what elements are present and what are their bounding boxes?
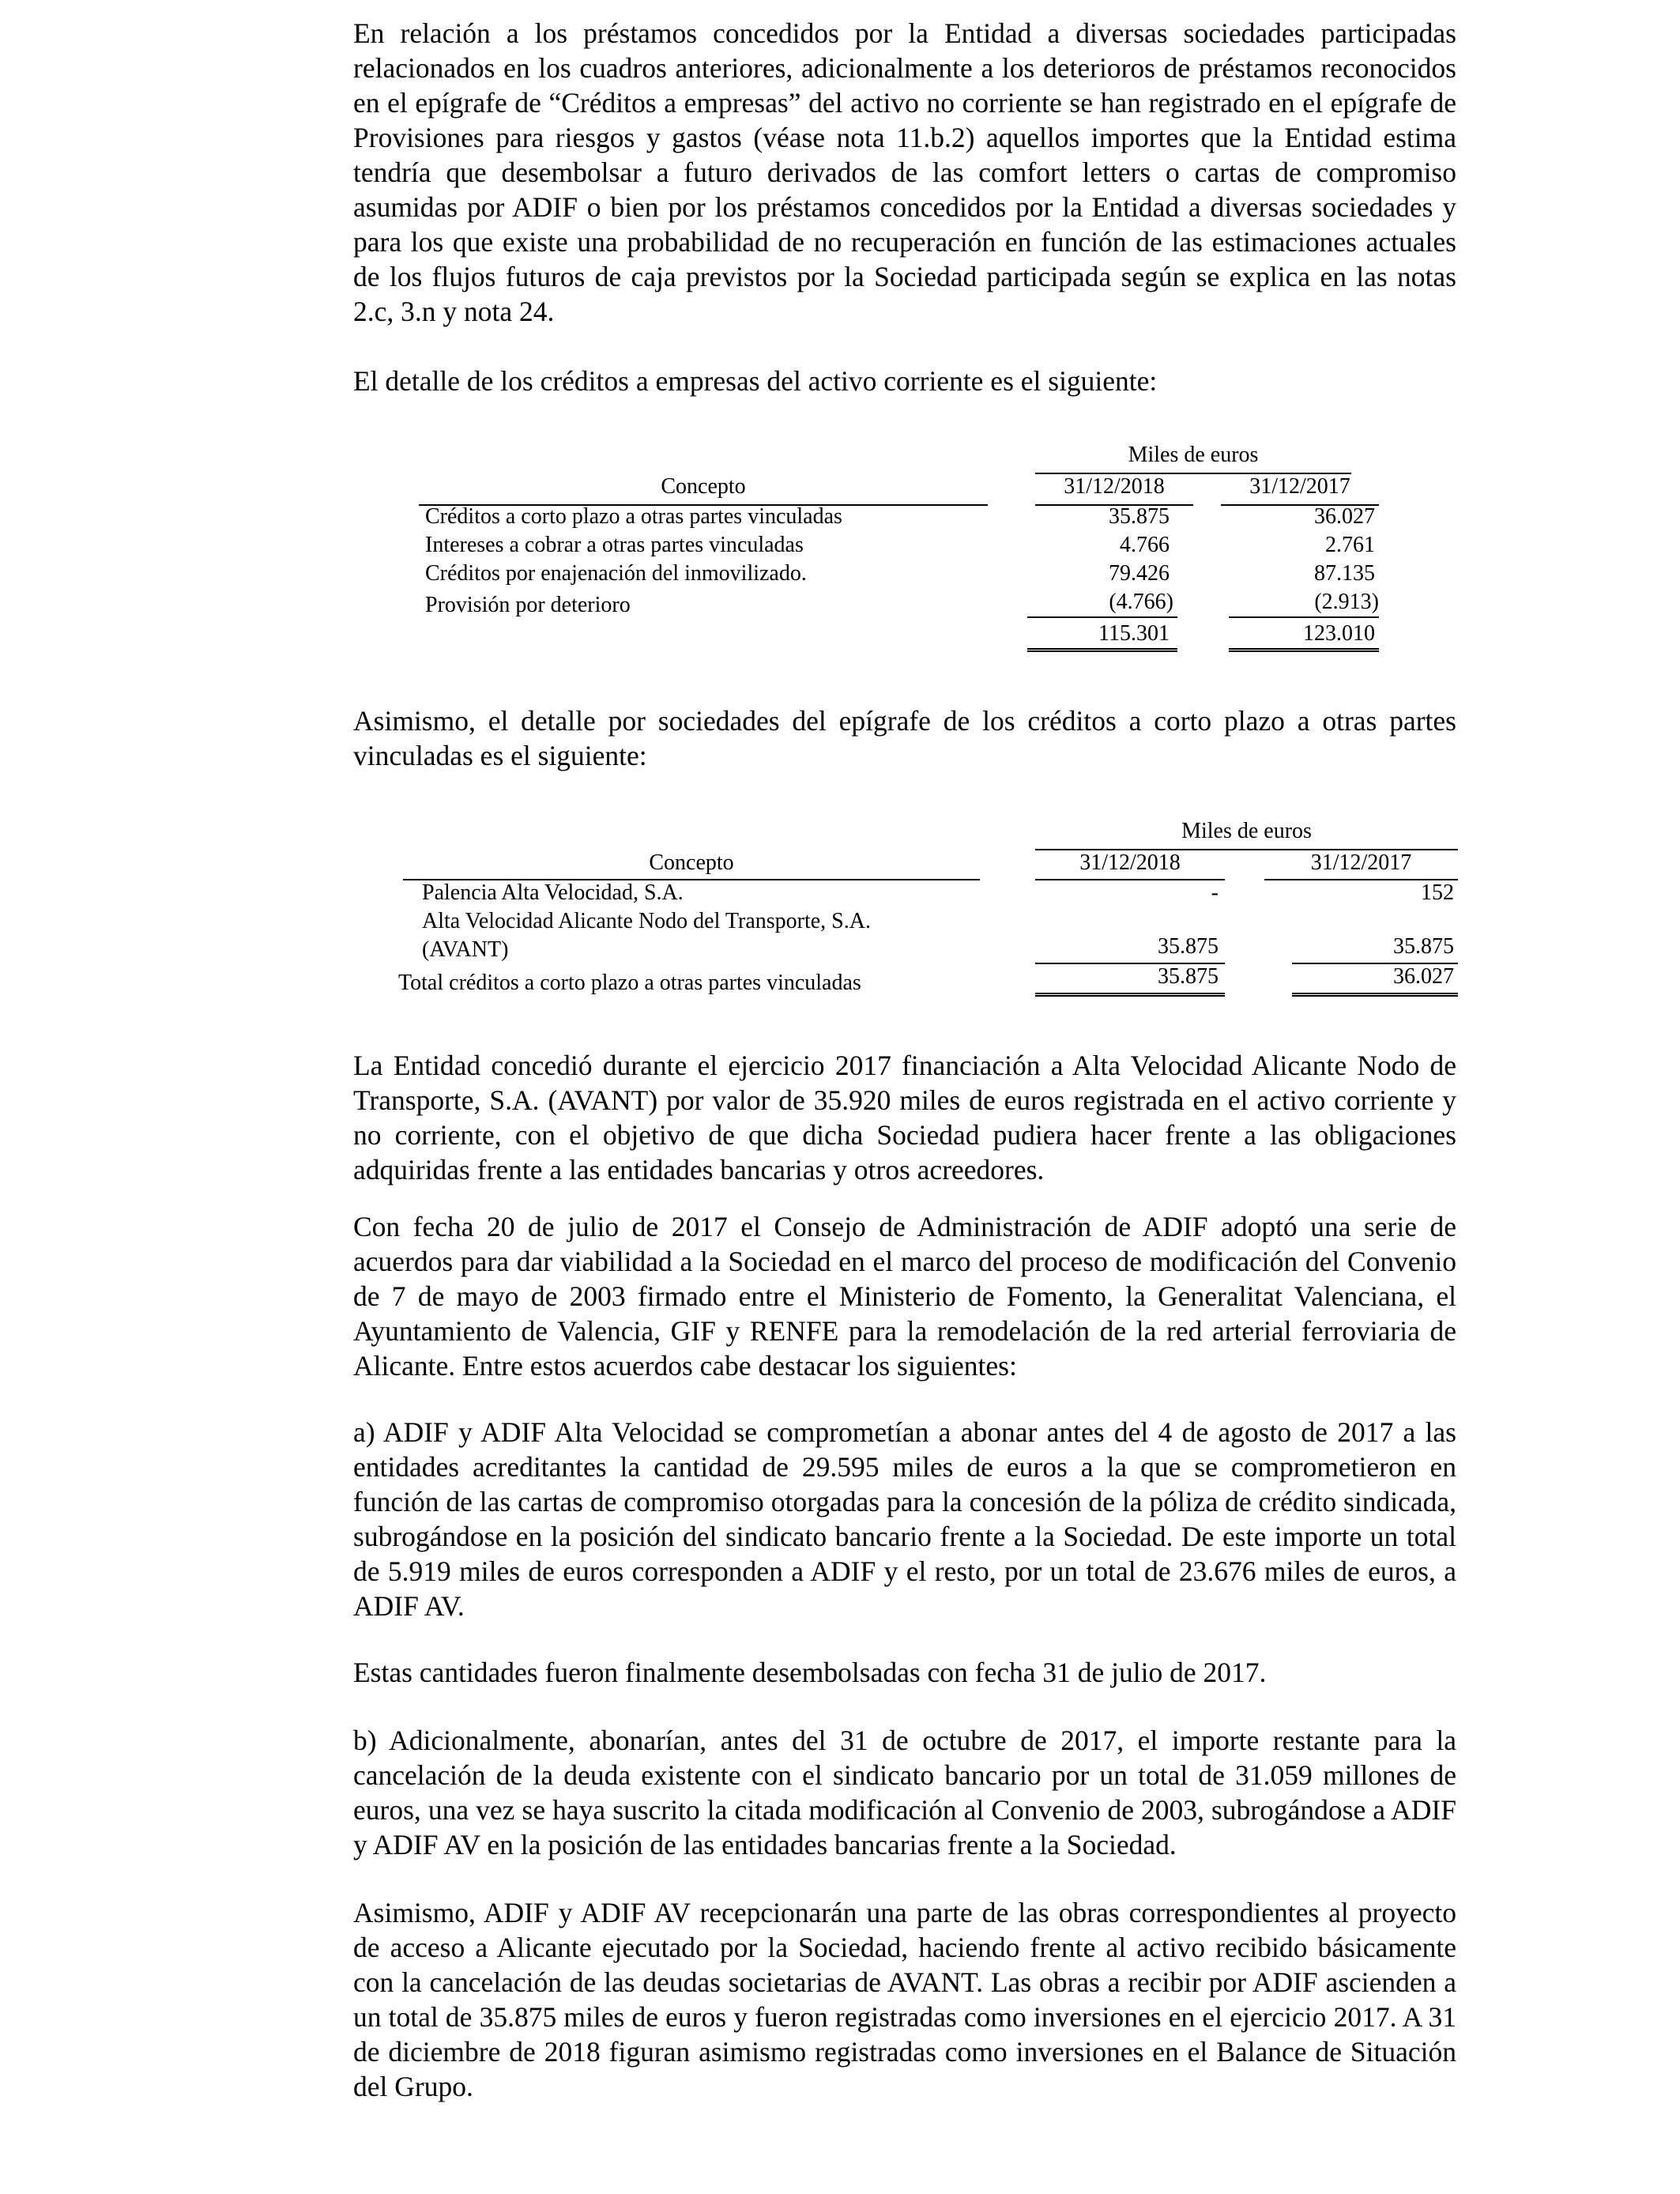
table2-col-2017: 31/12/2017 <box>1310 850 1412 875</box>
paragraph-board-agreements: Con fecha 20 de julio de 2017 el Consejo de Administración de ADIF adoptó una serie de acuerdos para dar viabilidad a la Sociedad en el marco del proceso de modificación del Convenio de 7 de mayo de 2003 firmado entre el Ministerio de Fomento, la Generalitat Valenciana, el Ayuntamiento de Valencia, GIF y RENFE para la remodelación de la red arterial ferroviaria de Alicante. Entre estos acuerdos cabe destacar los siguientes: <box>353 1211 1456 1382</box>
table1-col-2017: 31/12/2017 <box>1249 474 1350 499</box>
table-row-label: Créditos a corto plazo a otras partes vinculadas <box>425 504 842 529</box>
paragraph-intro-table1: El detalle de los créditos a empresas del activo corriente es el siguiente: <box>353 365 1158 397</box>
table-cell-2018: 4.766 <box>1120 533 1170 557</box>
table2-concept-header: Concepto <box>649 850 734 875</box>
table-cell-2017: 87.135 <box>1314 561 1375 586</box>
paragraph-agreement-b: b) Adicionalmente, abonarían, antes del 31 de octubre de 2017, el importe restante para la cancelación de la deuda existente con el sindicato bancario por un total de 31.059 millones de euros, una vez se haya suscrito la citada modificación al Convenio de 2003, subrogándose a ADIF y ADIF AV en la posición de las entidades bancarias frente a la Sociedad. <box>353 1725 1456 1860</box>
table-cell-2018: (4.766) <box>1109 590 1173 614</box>
table-row-label: Créditos por enajenación del inmovilizado. <box>425 561 807 586</box>
table-cell-2018: 79.426 <box>1109 561 1170 586</box>
table-cell-2018: 35.875 <box>1109 504 1170 529</box>
table-cell-2017: 2.761 <box>1325 533 1375 557</box>
paragraph-provisions: En relación a los préstamos concedidos por la Entidad a diversas sociedades participadas relacionados en los cuadros anteriores, adicionalmente a los deterioros de préstamos reconocidos en el epígrafe de “Créditos a empresas” del activo no corriente se han registrado en el epígrafe de Provisiones para riesgos y gastos (véase nota 11.b.2) aquellos importes que la Entidad estima tendría que desembolsar a futuro derivados de las comfort letters o cartas de compromiso asumidas por ADIF o bien por los préstamos concedidos por la Entidad a diversas sociedades y para los que existe una probabilidad de no recuperación en función de las estimaciones actuales de los flujos futuros de caja previstos por la Sociedad participada según se explica en las notas 2.c, 3.n y nota 24. <box>353 17 1456 327</box>
table2-col-2018: 31/12/2018 <box>1079 850 1181 875</box>
table-row-label: Alta Velocidad Alicante Nodo del Transporte, S.A. <box>422 909 871 933</box>
paragraph-disbursement: Estas cantidades fueron finalmente desembolsadas con fecha 31 de julio de 2017. <box>353 1657 1267 1688</box>
table-row-label: Provisión por deterioro <box>425 593 631 617</box>
table1-concept-header: Concepto <box>661 474 746 499</box>
table2-unit-header: Miles de euros <box>1181 819 1312 843</box>
paragraph-works-reception: Asimismo, ADIF y ADIF AV recepcionarán una parte de las obras correspondientes al proyecto de acceso a Alicante ejecutado por la Sociedad, haciendo frente al activo recibido básicamente con la cancelación de las deudas societarias de AVANT. Las obras a recibir por ADIF ascienden a un total de 35.875 miles de euros y fueron registradas como inversiones en el ejercicio 2017. A 31 de diciembre de 2018 figuran asimismo registradas como inversiones en el Balance de Situación del Grupo. <box>353 1897 1456 2102</box>
table1-col-2018: 31/12/2018 <box>1064 474 1165 499</box>
table-cell-2017: 35.875 <box>1393 934 1454 959</box>
table-cell-2017: 152 <box>1421 880 1454 905</box>
table-cell-2018: - <box>1211 880 1219 905</box>
table-cell-2017: (2.913) <box>1314 590 1379 614</box>
table2-total-label: Total créditos a corto plazo a otras partes vinculadas <box>398 971 861 995</box>
table1-total-2017: 123.010 <box>1303 621 1375 646</box>
table1-total-2018: 115.301 <box>1098 621 1170 646</box>
table-row-label-continued: (AVANT) <box>422 937 509 962</box>
paragraph-agreement-a: a) ADIF y ADIF Alta Velocidad se comprometían a abonar antes del 4 de agosto de 2017 a las entidades acreditantes la cantidad de 29.595 miles de euros a la que se comprometieron en función de las cartas de compromiso otorgadas para la concesión de la póliza de crédito sindicada, subrogándose en la posición del sindicato bancario frente a la Sociedad. De este importe un total de 5.919 miles de euros corresponden a ADIF y el resto, por un total de 23.676 miles de euros, a ADIF AV. <box>353 1416 1456 1622</box>
table-row-label: Palencia Alta Velocidad, S.A. <box>422 880 684 905</box>
paragraph-intro-table2: Asimismo, el detalle por sociedades del epígrafe de los créditos a corto plazo a otras partes vinculadas es el siguiente: <box>353 705 1456 771</box>
table1-unit-header: Miles de euros <box>1128 443 1259 467</box>
table2-total-2017: 36.027 <box>1393 964 1454 989</box>
table-row-label: Intereses a cobrar a otras partes vinculadas <box>425 533 804 557</box>
paragraph-avant-financing: La Entidad concedió durante el ejercicio 2017 financiación a Alta Velocidad Alicante Nodo de Transporte, S.A. (AVANT) por valor de 35.920 miles de euros registrada en el activo corriente y no corriente, con el objetivo de que dicha Sociedad pudiera hacer frente a las obligaciones adquiridas frente a las entidades bancarias y otros acreedores. <box>353 1050 1456 1186</box>
table-cell-2017: 36.027 <box>1314 504 1375 529</box>
table-cell-2018: 35.875 <box>1158 934 1219 959</box>
table2-total-2018: 35.875 <box>1158 964 1219 989</box>
